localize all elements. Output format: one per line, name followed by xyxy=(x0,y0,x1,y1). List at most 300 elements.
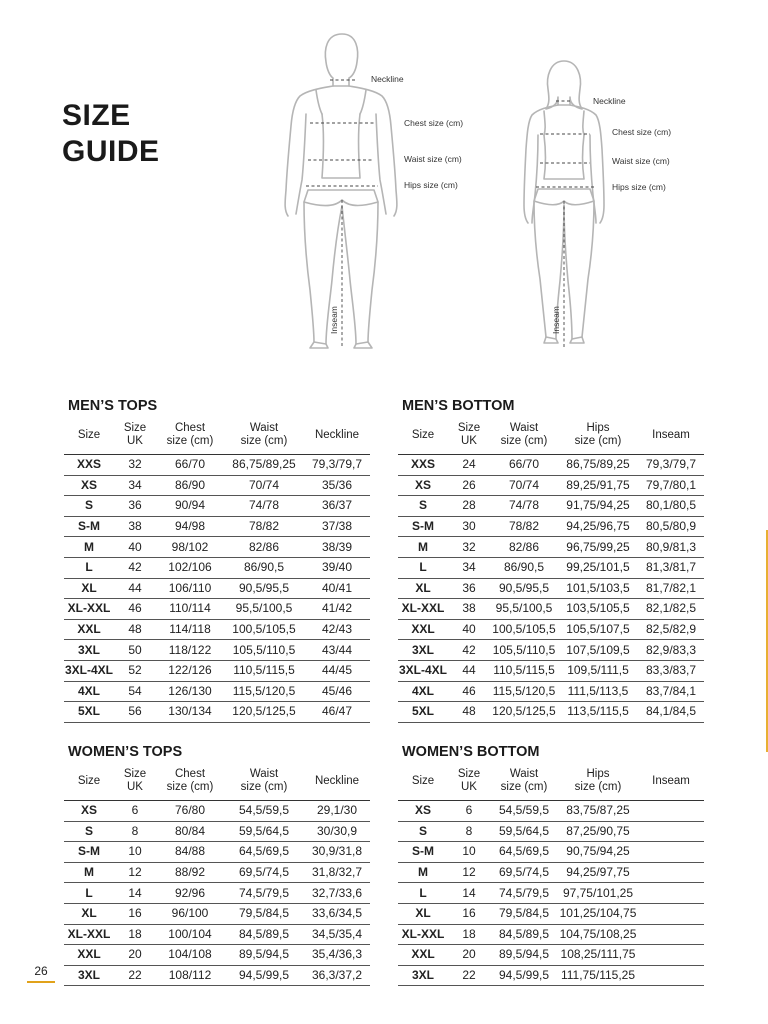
size-cell: XL xyxy=(64,578,114,599)
value-cell: 78/82 xyxy=(490,516,558,537)
mens-tops-table xyxy=(64,396,370,723)
label-neckline-male: Neckline xyxy=(371,74,404,84)
value-cell: 34,5/35,4 xyxy=(304,924,370,945)
size-cell: M xyxy=(64,862,114,883)
value-cell: 45/46 xyxy=(304,681,370,702)
table-row xyxy=(398,883,704,904)
value-cell: 50 xyxy=(114,640,156,661)
size-cell: S xyxy=(398,496,448,517)
column-header-text: size (cm) xyxy=(574,435,622,447)
size-cell: 3XL xyxy=(64,640,114,661)
value-cell: 97,75/101,25 xyxy=(558,883,638,904)
value-cell: 54 xyxy=(114,681,156,702)
table-row xyxy=(398,681,704,702)
value-cell: 24 xyxy=(448,455,490,476)
value-cell: 74,5/79,5 xyxy=(490,883,558,904)
table-row xyxy=(64,801,370,822)
value-cell: 22 xyxy=(114,965,156,986)
value-cell: 32 xyxy=(448,537,490,558)
size-table xyxy=(398,416,704,723)
value-cell: 105,5/107,5 xyxy=(558,619,638,640)
size-table xyxy=(398,762,704,986)
column-header-text: size (cm) xyxy=(166,435,214,447)
value-cell: 42 xyxy=(114,557,156,578)
table-row xyxy=(398,842,704,863)
table-header-row xyxy=(64,762,370,801)
table-row xyxy=(64,821,370,842)
size-table xyxy=(64,762,370,986)
size-cell: XS xyxy=(64,801,114,822)
value-cell xyxy=(638,883,704,904)
value-cell: 82,5/82,9 xyxy=(638,619,704,640)
column-header-text: UK xyxy=(461,781,477,793)
value-cell: 107,5/109,5 xyxy=(558,640,638,661)
value-cell: 82/86 xyxy=(224,537,304,558)
value-cell: 105,5/110,5 xyxy=(490,640,558,661)
value-cell: 114/118 xyxy=(156,619,224,640)
value-cell: 100/104 xyxy=(156,924,224,945)
mens-bottom-table xyxy=(398,396,704,723)
value-cell: 40 xyxy=(114,537,156,558)
value-cell: 29,1/30 xyxy=(304,801,370,822)
column-header-text: Size xyxy=(77,774,101,787)
table-row xyxy=(64,681,370,702)
value-cell: 103,5/105,5 xyxy=(558,599,638,620)
column-header xyxy=(114,762,156,801)
table-row xyxy=(64,842,370,863)
column-header xyxy=(638,416,704,455)
size-table xyxy=(64,416,370,723)
table-row xyxy=(64,702,370,723)
value-cell: 69,5/74,5 xyxy=(224,862,304,883)
size-cell: XL-XXL xyxy=(398,924,448,945)
value-cell: 89,25/91,75 xyxy=(558,475,638,496)
value-cell: 38/39 xyxy=(304,537,370,558)
column-header xyxy=(490,762,558,801)
size-cell: XL xyxy=(398,578,448,599)
value-cell: 81,7/82,1 xyxy=(638,578,704,599)
column-header-text: Chest xyxy=(174,422,206,434)
column-header-text: Hips xyxy=(586,422,610,434)
size-cell: S xyxy=(64,821,114,842)
table-row xyxy=(64,455,370,476)
table-row xyxy=(398,924,704,945)
table-row xyxy=(398,455,704,476)
size-cell: XL-XXL xyxy=(64,599,114,620)
value-cell: 91,75/94,25 xyxy=(558,496,638,517)
column-header xyxy=(224,416,304,455)
column-header xyxy=(156,416,224,455)
table-row xyxy=(64,640,370,661)
size-cell: 3XL xyxy=(398,965,448,986)
value-cell: 83,75/87,25 xyxy=(558,801,638,822)
value-cell: 44 xyxy=(114,578,156,599)
value-cell: 16 xyxy=(114,903,156,924)
value-cell: 88/92 xyxy=(156,862,224,883)
column-header xyxy=(558,416,638,455)
size-cell: S-M xyxy=(398,842,448,863)
value-cell xyxy=(638,821,704,842)
column-header xyxy=(156,762,224,801)
value-cell: 36/37 xyxy=(304,496,370,517)
table-row xyxy=(64,862,370,883)
column-header-text: Inseam xyxy=(652,774,690,787)
value-cell xyxy=(638,965,704,986)
value-cell: 30,9/31,8 xyxy=(304,842,370,863)
table-row xyxy=(398,599,704,620)
value-cell: 35,4/36,3 xyxy=(304,945,370,966)
value-cell: 94,25/97,75 xyxy=(558,862,638,883)
value-cell: 36 xyxy=(448,578,490,599)
column-header xyxy=(64,762,114,801)
value-cell: 30 xyxy=(448,516,490,537)
column-header-text: UK xyxy=(461,435,477,447)
table-row xyxy=(64,660,370,681)
column-header-text: Chest xyxy=(174,768,206,780)
value-cell: 74/78 xyxy=(224,496,304,517)
column-header-text: UK xyxy=(127,781,143,793)
value-cell: 42 xyxy=(448,640,490,661)
label-waist-female: Waist size (cm) xyxy=(612,156,670,166)
value-cell xyxy=(638,842,704,863)
value-cell: 70/74 xyxy=(224,475,304,496)
label-inseam-male: Inseam xyxy=(329,306,339,334)
table-row xyxy=(398,660,704,681)
value-cell: 109,5/111,5 xyxy=(558,660,638,681)
value-cell: 104,75/108,25 xyxy=(558,924,638,945)
value-cell: 20 xyxy=(114,945,156,966)
value-cell: 100,5/105,5 xyxy=(224,619,304,640)
column-header xyxy=(304,762,370,801)
size-cell: S xyxy=(64,496,114,517)
table-row xyxy=(398,702,704,723)
value-cell: 83,3/83,7 xyxy=(638,660,704,681)
label-chest-male: Chest size (cm) xyxy=(404,118,464,128)
value-cell: 80,5/80,9 xyxy=(638,516,704,537)
table-row xyxy=(64,496,370,517)
column-header xyxy=(398,416,448,455)
value-cell: 84,1/84,5 xyxy=(638,702,704,723)
value-cell: 90,5/95,5 xyxy=(490,578,558,599)
value-cell: 66/70 xyxy=(490,455,558,476)
value-cell: 102/106 xyxy=(156,557,224,578)
value-cell: 104/108 xyxy=(156,945,224,966)
size-cell: S-M xyxy=(64,842,114,863)
value-cell: 111,5/113,5 xyxy=(558,681,638,702)
table-row xyxy=(64,903,370,924)
table-row xyxy=(398,475,704,496)
size-cell: XL-XXL xyxy=(64,924,114,945)
value-cell: 79,3/79,7 xyxy=(304,455,370,476)
table-header-row xyxy=(64,416,370,455)
value-cell: 30/30,9 xyxy=(304,821,370,842)
size-cell: 3XL-4XL xyxy=(398,660,448,681)
value-cell: 40/41 xyxy=(304,578,370,599)
column-header xyxy=(114,416,156,455)
value-cell: 18 xyxy=(114,924,156,945)
column-header-text: Size xyxy=(411,428,435,441)
value-cell: 34 xyxy=(448,557,490,578)
size-cell: XXL xyxy=(64,619,114,640)
value-cell: 43/44 xyxy=(304,640,370,661)
value-cell: 83,7/84,1 xyxy=(638,681,704,702)
column-header-text: Size xyxy=(77,428,101,441)
value-cell: 40 xyxy=(448,619,490,640)
page-number: 26 xyxy=(34,964,48,978)
table-row xyxy=(64,537,370,558)
value-cell: 105,5/110,5 xyxy=(224,640,304,661)
value-cell xyxy=(638,903,704,924)
size-cell: L xyxy=(398,883,448,904)
value-cell: 82,1/82,5 xyxy=(638,599,704,620)
value-cell: 10 xyxy=(114,842,156,863)
womens-tops-table xyxy=(64,742,370,986)
size-cell: M xyxy=(398,537,448,558)
size-cell: XL xyxy=(398,903,448,924)
value-cell: 22 xyxy=(448,965,490,986)
value-cell: 59,5/64,5 xyxy=(490,821,558,842)
value-cell: 115,5/120,5 xyxy=(490,681,558,702)
column-header-text: Neckline xyxy=(314,774,360,787)
value-cell: 115,5/120,5 xyxy=(224,681,304,702)
table-row xyxy=(398,578,704,599)
column-header xyxy=(448,416,490,455)
value-cell: 120,5/125,5 xyxy=(490,702,558,723)
size-cell: XS xyxy=(64,475,114,496)
column-header xyxy=(638,762,704,801)
label-neckline-female: Neckline xyxy=(593,96,626,106)
value-cell: 6 xyxy=(448,801,490,822)
label-inseam-female: Inseam xyxy=(551,306,561,334)
size-cell: XXS xyxy=(398,455,448,476)
size-cell: S-M xyxy=(398,516,448,537)
column-header-text: Inseam xyxy=(652,428,690,441)
column-header-text: Neckline xyxy=(314,428,360,441)
column-header-text: Size xyxy=(457,422,481,434)
size-cell: XL-XXL xyxy=(398,599,448,620)
column-header xyxy=(448,762,490,801)
table-row xyxy=(64,475,370,496)
table-row xyxy=(398,516,704,537)
value-cell: 120,5/125,5 xyxy=(224,702,304,723)
value-cell: 98/102 xyxy=(156,537,224,558)
value-cell: 48 xyxy=(114,619,156,640)
value-cell: 8 xyxy=(448,821,490,842)
value-cell: 36 xyxy=(114,496,156,517)
male-body-figure xyxy=(270,30,470,360)
table-row xyxy=(64,965,370,986)
column-header-text: Size xyxy=(123,768,147,780)
value-cell: 96/100 xyxy=(156,903,224,924)
size-cell: XXL xyxy=(398,945,448,966)
value-cell: 89,5/94,5 xyxy=(490,945,558,966)
column-header-text: Size xyxy=(123,422,147,434)
value-cell: 80,1/80,5 xyxy=(638,496,704,517)
value-cell: 12 xyxy=(448,862,490,883)
value-cell: 80/84 xyxy=(156,821,224,842)
value-cell: 108/112 xyxy=(156,965,224,986)
column-header-text: UK xyxy=(127,435,143,447)
value-cell: 39/40 xyxy=(304,557,370,578)
value-cell: 46/47 xyxy=(304,702,370,723)
column-header-text: size (cm) xyxy=(574,781,622,793)
size-cell: 4XL xyxy=(64,681,114,702)
value-cell: 12 xyxy=(114,862,156,883)
page-number-underline xyxy=(27,981,55,983)
value-cell xyxy=(638,801,704,822)
value-cell xyxy=(638,924,704,945)
value-cell: 54,5/59,5 xyxy=(490,801,558,822)
value-cell: 16 xyxy=(448,903,490,924)
size-cell: XXL xyxy=(64,945,114,966)
column-header xyxy=(490,416,558,455)
table-row xyxy=(64,599,370,620)
value-cell: 111,75/115,25 xyxy=(558,965,638,986)
size-cell: L xyxy=(398,557,448,578)
value-cell: 110,5/115,5 xyxy=(224,660,304,681)
size-cell: 5XL xyxy=(64,702,114,723)
value-cell: 84,5/89,5 xyxy=(490,924,558,945)
value-cell: 37/38 xyxy=(304,516,370,537)
value-cell: 95,5/100,5 xyxy=(224,599,304,620)
table-row xyxy=(398,640,704,661)
column-header-text: Waist xyxy=(509,768,539,780)
value-cell: 94,5/99,5 xyxy=(224,965,304,986)
size-cell: S-M xyxy=(64,516,114,537)
value-cell: 28 xyxy=(448,496,490,517)
table-title: MEN’S TOPS xyxy=(68,398,158,414)
column-header xyxy=(224,762,304,801)
value-cell: 86,75/89,25 xyxy=(224,455,304,476)
page-title xyxy=(62,98,160,170)
value-cell: 79,7/80,1 xyxy=(638,475,704,496)
column-header xyxy=(558,762,638,801)
table-title: MEN’S BOTTOM xyxy=(402,398,515,414)
value-cell: 81,3/81,7 xyxy=(638,557,704,578)
value-cell: 52 xyxy=(114,660,156,681)
value-cell: 74,5/79,5 xyxy=(224,883,304,904)
value-cell: 110,5/115,5 xyxy=(490,660,558,681)
value-cell: 80,9/81,3 xyxy=(638,537,704,558)
value-cell: 99,25/101,5 xyxy=(558,557,638,578)
size-cell: 3XL xyxy=(398,640,448,661)
table-row xyxy=(64,619,370,640)
value-cell: 82,9/83,3 xyxy=(638,640,704,661)
value-cell: 113,5/115,5 xyxy=(558,702,638,723)
value-cell: 32,7/33,6 xyxy=(304,883,370,904)
value-cell: 8 xyxy=(114,821,156,842)
size-cell: M xyxy=(64,537,114,558)
value-cell: 38 xyxy=(448,599,490,620)
value-cell: 130/134 xyxy=(156,702,224,723)
value-cell: 79,3/79,7 xyxy=(638,455,704,476)
value-cell: 35/36 xyxy=(304,475,370,496)
column-header-text: size (cm) xyxy=(500,435,548,447)
value-cell: 108,25/111,75 xyxy=(558,945,638,966)
value-cell: 10 xyxy=(448,842,490,863)
value-cell: 32 xyxy=(114,455,156,476)
value-cell: 56 xyxy=(114,702,156,723)
value-cell: 14 xyxy=(448,883,490,904)
column-header xyxy=(64,416,114,455)
size-cell: 5XL xyxy=(398,702,448,723)
value-cell: 92/96 xyxy=(156,883,224,904)
column-header-text: Waist xyxy=(249,768,279,780)
column-header-text: Hips xyxy=(586,768,610,780)
value-cell: 41/42 xyxy=(304,599,370,620)
value-cell: 94,25/96,75 xyxy=(558,516,638,537)
table-row xyxy=(64,557,370,578)
column-header-text: Size xyxy=(411,774,435,787)
label-hips-male: Hips size (cm) xyxy=(404,180,458,190)
value-cell: 126/130 xyxy=(156,681,224,702)
value-cell: 89,5/94,5 xyxy=(224,945,304,966)
womens-bottom-table xyxy=(398,742,704,986)
label-waist-male: Waist size (cm) xyxy=(404,154,462,164)
page-title-line-1: SIZE xyxy=(62,99,131,132)
value-cell: 64,5/69,5 xyxy=(224,842,304,863)
value-cell xyxy=(638,862,704,883)
size-cell: S xyxy=(398,821,448,842)
table-row xyxy=(398,965,704,986)
value-cell: 106/110 xyxy=(156,578,224,599)
size-cell: 3XL-4XL xyxy=(64,660,114,681)
table-row xyxy=(398,801,704,822)
value-cell: 44 xyxy=(448,660,490,681)
value-cell: 70/74 xyxy=(490,475,558,496)
size-cell: M xyxy=(398,862,448,883)
value-cell: 36,3/37,2 xyxy=(304,965,370,986)
table-row xyxy=(64,516,370,537)
value-cell: 90,5/95,5 xyxy=(224,578,304,599)
column-header-text: Waist xyxy=(249,422,279,434)
value-cell: 90/94 xyxy=(156,496,224,517)
value-cell: 122/126 xyxy=(156,660,224,681)
table-row xyxy=(398,945,704,966)
value-cell: 48 xyxy=(448,702,490,723)
size-cell: L xyxy=(64,883,114,904)
table-row xyxy=(398,537,704,558)
column-header-text: size (cm) xyxy=(166,781,214,793)
table-row xyxy=(398,862,704,883)
value-cell: 64,5/69,5 xyxy=(490,842,558,863)
column-header xyxy=(398,762,448,801)
table-title: WOMEN’S TOPS xyxy=(68,744,183,760)
page-title-line-2: GUIDE xyxy=(62,135,160,168)
size-cell: 4XL xyxy=(398,681,448,702)
value-cell: 14 xyxy=(114,883,156,904)
value-cell: 74/78 xyxy=(490,496,558,517)
value-cell: 34 xyxy=(114,475,156,496)
value-cell: 96,75/99,25 xyxy=(558,537,638,558)
column-header-text: size (cm) xyxy=(500,781,548,793)
column-header-text: Waist xyxy=(509,422,539,434)
size-cell: 3XL xyxy=(64,965,114,986)
value-cell: 6 xyxy=(114,801,156,822)
value-cell: 66/70 xyxy=(156,455,224,476)
value-cell: 42/43 xyxy=(304,619,370,640)
table-row xyxy=(64,945,370,966)
value-cell: 54,5/59,5 xyxy=(224,801,304,822)
table-row xyxy=(398,619,704,640)
value-cell: 86/90,5 xyxy=(490,557,558,578)
size-cell: XXL xyxy=(398,619,448,640)
female-body-figure xyxy=(510,55,690,355)
size-cell: XXS xyxy=(64,455,114,476)
value-cell: 78/82 xyxy=(224,516,304,537)
value-cell: 20 xyxy=(448,945,490,966)
table-row xyxy=(64,924,370,945)
